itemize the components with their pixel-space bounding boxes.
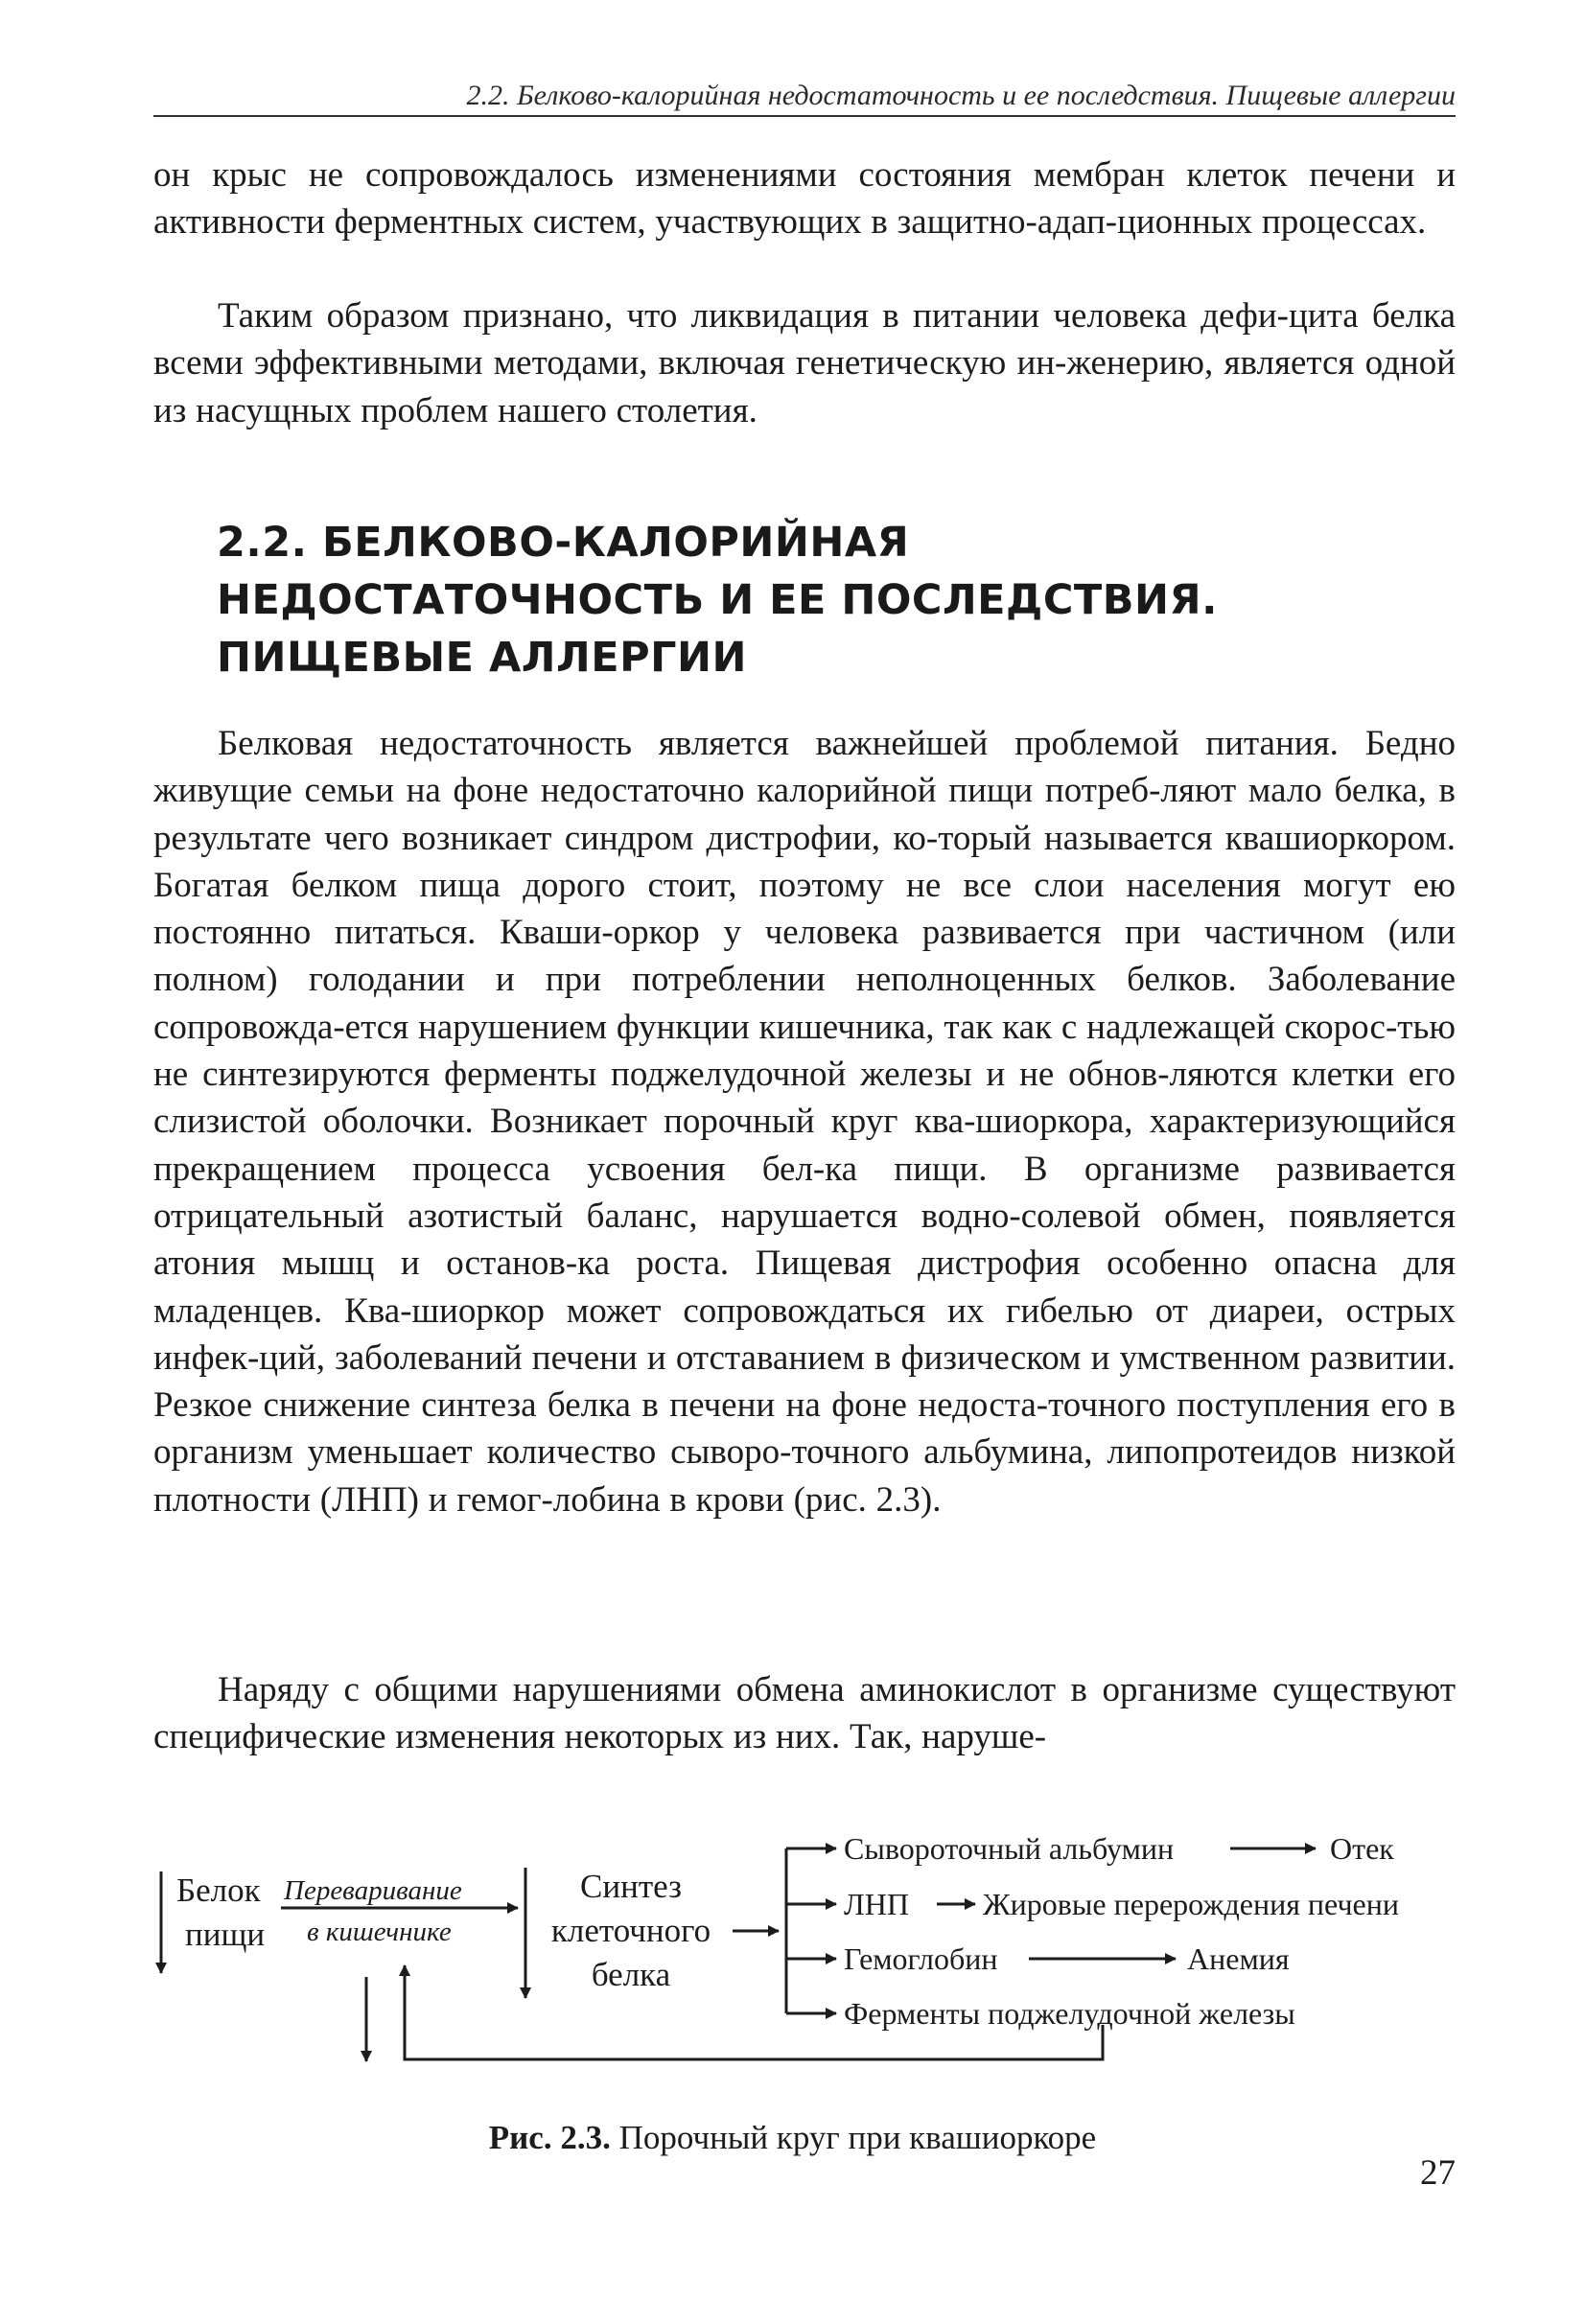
synthesis-label-line: клеточного (550, 1912, 711, 1949)
input-label-protein: Белок (176, 1871, 261, 1909)
body-paragraph-2: Наряду с общими нарушениями обмена аминокислот в организме существуют специфические изменения некоторых из них. Так, наруше- (153, 1670, 1456, 1757)
running-head: 2.2. Белково-калорийная недостаточность и ее последствия. Пищевые аллергии (466, 80, 1456, 111)
figure-caption-text: Порочный круг при квашиоркоре (618, 2119, 1097, 2156)
figure-caption-label: Рис. 2.3. (488, 2119, 611, 2156)
body-paragraph-1: Белковая недостаточность является важнейшей проблемой питания. Бедно живущие семьи на фоне недостаточно калорийной пищи потреб-ляют мало белка, в результате чего возникает синдром дистрофии, ко-торый называется квашиоркором. Богатая белком пища дорого стоит, поэтому не все слои населения могут ею постоянно питаться. Кваши-оркор у человека развивается при частичном (или полном) голодании и при потреблении неполноценных белков. Заболевание сопровожда-ется нарушением функции кишечника, так как с надлежащей скорос-тью не синтезируются ферменты поджелудочной железы и не обнов-ляются клетки его слизистой оболочки. Возникает порочный круг ква-шиоркора, характеризующийся прекращением процесса усвоения бел-ка пищи. В организме развивается отрицательный азотистый баланс, нарушается водно-солевой обмен, появляется атония мышц и останов-ка роста. Пищевая дистрофия особенно опасна для младенцев. Ква-шиоркор может сопровождаться их гибелью от диареи, острых инфек-ций, заболеваний печени и отставанием в физическом и умственном развитии. Резкое снижение синтеза белка в печени на фоне недоста-точного поступления его в организм уменьшает количество сыворо-точного альбумина, липопротеидов низкой плотности (ЛНП) и гемог-лобина в крови (рис. 2.3). (153, 724, 1456, 1520)
output-anemia: Анемия (1187, 1941, 1290, 1976)
figure-caption (0, 2118, 1585, 2158)
synthesis-label-line: Синтез (580, 1868, 682, 1905)
section-heading-line: НЕДОСТАТОЧНОСТЬ И ЕЕ ПОСЛЕДСТВИЯ. (217, 576, 1218, 624)
process-label-digestion: Переваривание (284, 1875, 462, 1906)
output-hemoglobin: Гемоглобин (844, 1941, 998, 1976)
output-ldl: ЛНП (844, 1887, 909, 1921)
process-label-intestine: в кишечнике (307, 1917, 452, 1947)
page-number: 27 (1420, 2153, 1456, 2193)
intro-paragraph-1: он крыс не сопровождалось изменениями состояния мембран клеток печени и активности ферментных систем, участвующих в защитно-адап-ционных процессах. (153, 155, 1456, 243)
section-heading-line: 2.2. БЕЛКОВО-КАЛОРИЙНАЯ (217, 519, 910, 567)
output-pancreatic-enzymes: Ферменты поджелудочной железы (844, 1996, 1295, 2031)
output-edema: Отек (1330, 1831, 1394, 1866)
intro-paragraph-2: Таким образом признано, что ликвидация в питании человека дефи-цита белка всеми эффективными методами, включая генетическую ин-женерию, является одной из насущных проблем нашего столетия. (153, 296, 1456, 430)
input-label-food: пищи (185, 1916, 266, 1953)
output-fatty-liver: Жировые перерождения печени (983, 1887, 1399, 1921)
synthesis-label-line: белка (591, 1956, 671, 1993)
output-albumin: Сывороточный альбумин (844, 1831, 1175, 1866)
section-heading-line: ПИЩЕВЫЕ АЛЛЕРГИИ (217, 634, 747, 682)
